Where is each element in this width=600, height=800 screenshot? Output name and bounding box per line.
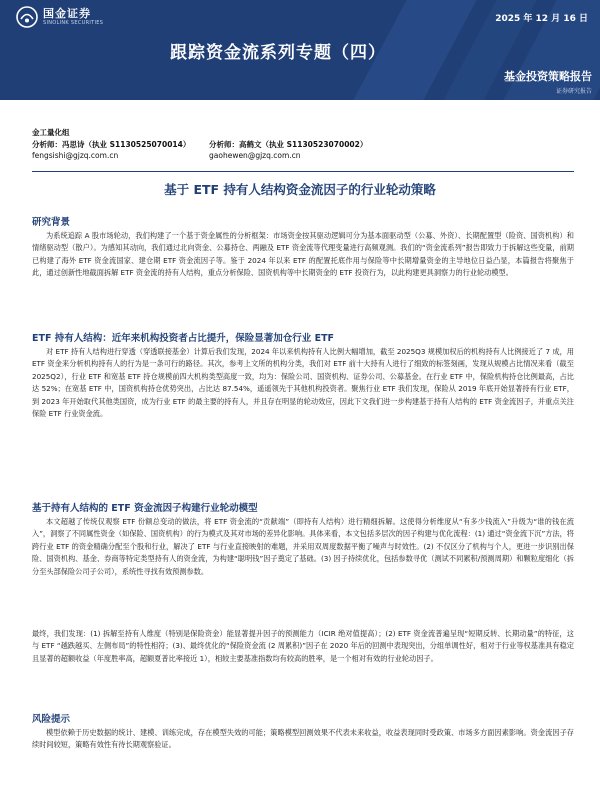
section-heading: 风险提示 [32, 714, 71, 725]
company-logo [16, 6, 103, 28]
analyst-info [32, 127, 572, 162]
divider [32, 171, 574, 172]
analyst-name: 分析师：冯思诗（执业 S1130525070014） [32, 139, 191, 149]
section-paragraph: 为系统追踪 A 股市场轮动，我们构建了一个基于资金属性的分析框架：市场资金按其驱动逻辑可分为基本面驱动型（公募、外资）、长期配置型（险资、国资机构）和情绪驱动型（散户）。为感知其动向，我们通过北向资金、公募持仓、两融及 ETF 资金流等代理变量进行高频观测。我们的“资金流系列”报告即致力于拆解这些变量，前期已构建了海外 ETF 资金流国家、建仓期 ETF 资金流因子等。鉴于 2024 年以来 ETF 的配置托底作用与保险等中长期增量资金的主导地位日益凸显，本篇报告将聚焦于此，通过创新性地截面拆解 ETF 资金流的持有人结构，重点分析保险、国资机构等中长期资金的 ETF 投资行为，以此构建更具洞察力的行业轮动模型。 [32, 231, 574, 278]
section-heading: ETF 持有人结构：近年来机构投资者占比提升，保险显著加仓行业 ETF [32, 333, 335, 344]
series-title: 跟踪资金流系列专题（四） [170, 43, 386, 63]
header-banner [0, 0, 600, 100]
section-heading: 研究背景 [32, 217, 71, 228]
report-date: 2025 年 12 月 16 日 [495, 14, 588, 24]
section-paragraph: 模型依赖于历史数据的统计、建模、训练完成，存在模型失效的可能；策略模型回测效果不代表未来收益，收益表现同时受政策、市场多方面因素影响。资金流因子存续时间较短，策略有效性有待长期观察验证。 [32, 728, 574, 750]
report-subtype: 证券研究报告 [555, 88, 592, 95]
logo-english-name: SINOLINK SECURITIES [43, 20, 104, 26]
analyst-email[interactable]: fengsishi@gjzq.com.cn [32, 151, 119, 160]
team-name: 金工量化组 [32, 128, 70, 137]
analyst-email[interactable]: gaohewen@gjzq.com.cn [209, 151, 301, 160]
report-title: 基于 ETF 持有人结构资金流因子的行业轮动策略 [164, 182, 436, 197]
section-paragraph: 对 ETF 持有人结构进行穿透（穿透联接基金）计算后我们发现，2024 年以来机构持有人比例大幅增加，截至 2025Q3 规模加权后的机构持有人比例接近了 7 成，用 ETF 资金来分析机构持有人的行为是一条可行的路径。其次，参考上文所的机构分类，我们对 ETF 前十大持有人进行了细致的标签刻画，发现从规模占比情况来看（截至 2025Q2），行业 ETF 和宽基 ETF 持仓规模前四大机构类型高度一致，均为：保险公司、国资机构、证券公司、公募基金。在行业 ETF 中，保险机构持仓比例最高，占比达 52%；在宽基 ETF 中，国资机构持仓优势突出，占比达 87.54%，遥遥领先于其他机构投资者。聚焦行业 ETF 我们发现，保险从 2019 年底开始显著持有行业 ETF，到 2023 年开始取代其他类国资，成为行业 ETF 的最主要的持有人，并且存在明显的轮动效应，因此下文我们进一步构建基于持有人结构的 ETF 资金流因子，并重点关注保险 ETF 行业资金流。 [32, 347, 574, 419]
logo-mark-icon [16, 6, 38, 28]
section-paragraph: 最终，我们发现：(1) 拆解至持有人维度（特别是保险资金）能显著提升因子的预测能力（ICIR 绝对值提高）；(2) ETF 资金流普遍呈现“短期反转、长期动量”的特征，这与 ETF “越跌越买、左侧布局”的特性相符；(3)、最终优化的“保险资金流 (2 周累积)”因子在 2020 年后的回测中表现突出，分组单调性好，相对于行业等权基准具有稳定且显著的超额收益（年度胜率高，超额夏普比率接近 1），相较主要基准指数均有较高的胜率，是一个相对有效的行业轮动因子。 [32, 629, 574, 663]
report-type: 基金投资策略报告 [504, 70, 592, 83]
logo-name: 国金证券 [43, 7, 91, 20]
section-heading: 基于持有人结构的 ETF 资金流因子构建行业轮动模型 [32, 503, 258, 514]
section-paragraph: 本文超越了传统仅观察 ETF 份额总变动的做法，将 ETF 资金流的“贡献端”（即持有人结构）进行精细拆解。这使得分析维度从“有多少钱流入”升级为“谁的钱在流入”，洞察了不同属性资金（如保险、国资机构）的行为模式及其对市场的差异化影响。具体来看，本文包括多层次的因子构建与优化流程：(1) 通过“资金流下沉”方法，将跨行业 ETF 的资金精确分配至个股和行业，解决了 ETF 与行业直接映射的难题，并采用双周度数据平衡了噪声与时效性。(2) 不仅区分了机构与个人，更进一步识别出保险、国资机构、基金、券商等特定类型持有人的资金流，为构建“聪明钱”因子奠定了基础。(3) 因子持续优化，包括参数寻优（测试不同累积/预测周期）和颗粒度细化（拆分至头部保险公司子公司），系统性寻找有效预测参数。 [32, 517, 574, 576]
analyst-name: 分析师：高鹤文（执业 S1130523070002） [209, 139, 368, 149]
